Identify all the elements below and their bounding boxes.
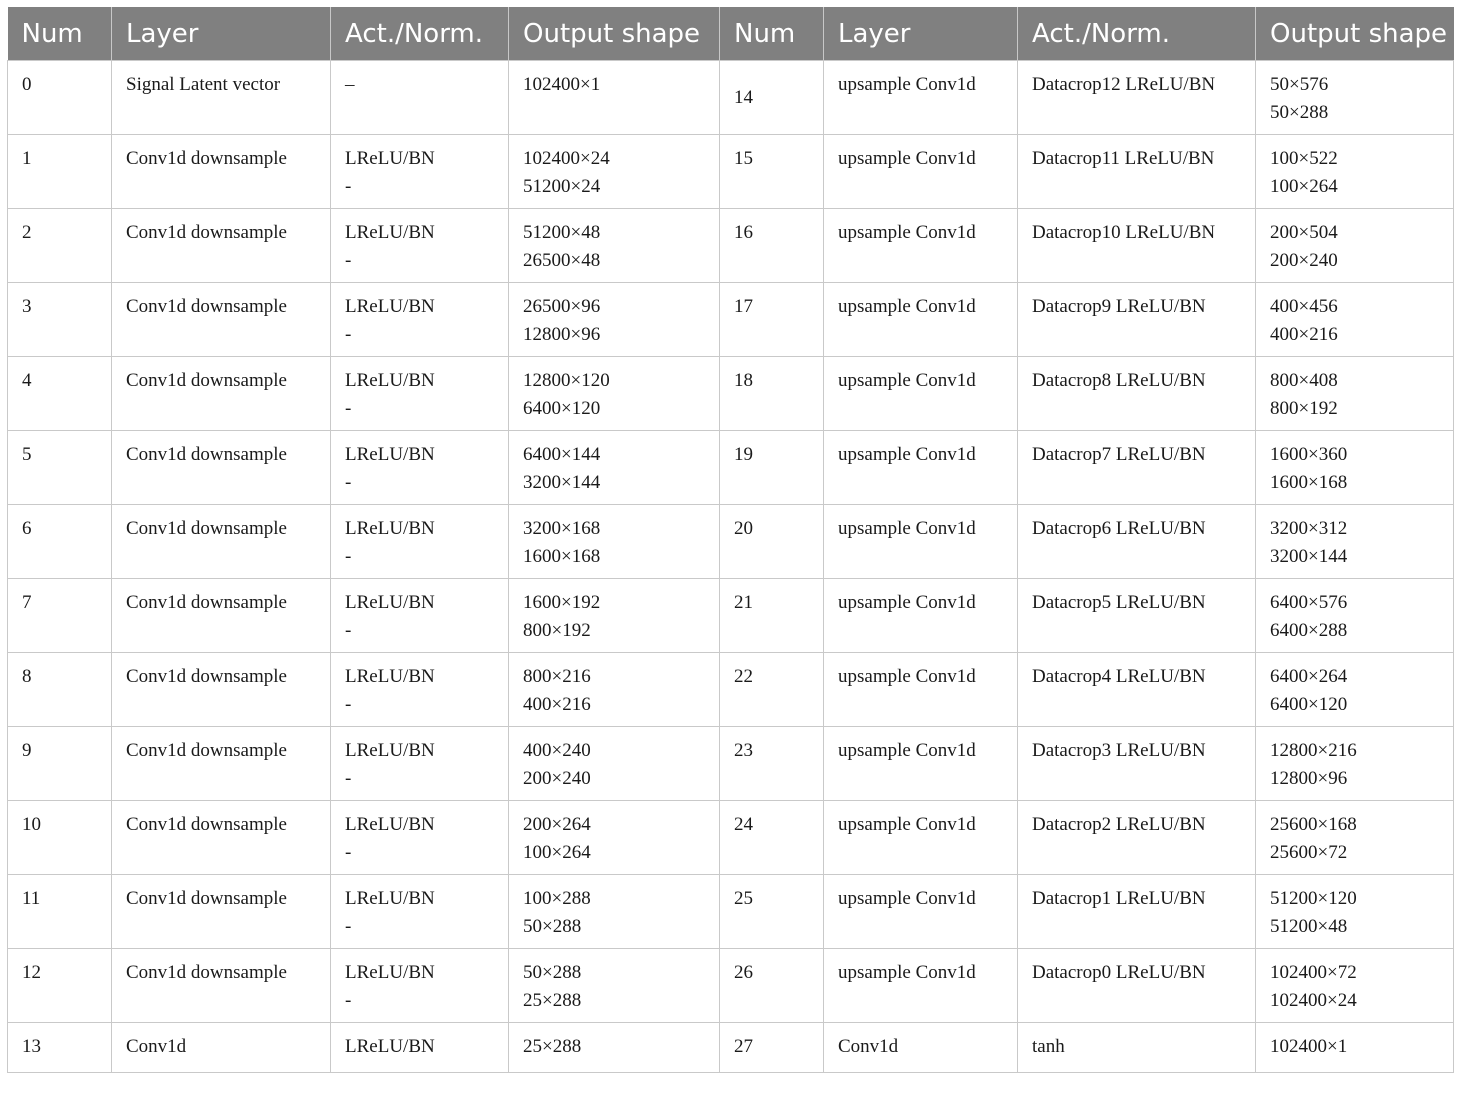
act-norm-line: Datacrop10 LReLU/BN [1032,222,1216,243]
cell-num: 18 [720,357,824,431]
output-shape-line: 200×264 [523,814,591,835]
output-shape-line: 800×408 [1270,370,1338,391]
cell-act-norm [1018,505,1256,579]
cell-layer: Conv1d downsample [112,135,331,209]
cell-layer: Conv1d downsample [112,949,331,1023]
cell-act-norm [1018,431,1256,505]
output-shape-line: 100×264 [1270,176,1338,197]
output-shape-line: 400×216 [523,694,591,715]
output-shape-line: 25600×72 [1270,842,1348,863]
act-norm-line: - [345,916,352,937]
cell-output-shape [1256,1023,1454,1073]
table-row [8,209,1454,283]
cell-act-norm [331,579,509,653]
cell-num: 6 [8,505,112,579]
act-norm-line: - [345,842,352,863]
cell-act-norm [331,1023,509,1073]
cell-act-norm [1018,209,1256,283]
layer-table [7,7,1454,1073]
cell-num: 22 [720,653,824,727]
cell-act-norm [1018,949,1256,1023]
cell-output-shape [1256,209,1454,283]
act-norm-line: - [345,472,352,493]
cell-num: 15 [720,135,824,209]
cell-num: 23 [720,727,824,801]
act-norm-line: LReLU/BN [345,148,435,169]
header-act-norm: Act./Norm. [1018,7,1256,61]
output-shape-line: 26500×96 [523,296,601,317]
cell-output-shape [1256,653,1454,727]
cell-layer: Conv1d downsample [112,357,331,431]
output-shape-line: 1600×168 [1270,472,1348,493]
cell-num: 17 [720,283,824,357]
output-shape-line: 1600×192 [523,592,601,613]
header-layer: Layer [824,7,1018,61]
cell-num: 10 [8,801,112,875]
cell-layer: Conv1d downsample [112,505,331,579]
header-row [8,7,1454,61]
cell-output-shape [509,135,720,209]
cell-act-norm [331,357,509,431]
act-norm-line: Datacrop4 LReLU/BN [1032,666,1206,687]
table-row [8,875,1454,949]
cell-layer: upsample Conv1d [824,505,1018,579]
cell-act-norm [331,653,509,727]
output-shape-line: 12800×96 [1270,768,1348,789]
cell-layer: upsample Conv1d [824,209,1018,283]
output-shape-line: 26500×48 [523,250,601,271]
cell-act-norm [1018,61,1256,135]
table-row [8,61,1454,135]
cell-output-shape [509,653,720,727]
cell-act-norm [1018,283,1256,357]
cell-layer: Conv1d downsample [112,653,331,727]
cell-layer: upsample Conv1d [824,727,1018,801]
cell-act-norm [331,949,509,1023]
header-layer: Layer [112,7,331,61]
act-norm-line: Datacrop5 LReLU/BN [1032,592,1206,613]
output-shape-line: 51200×48 [523,222,601,243]
output-shape-line: 100×264 [523,842,591,863]
act-norm-line: - [345,176,352,197]
cell-act-norm [331,505,509,579]
cell-layer: upsample Conv1d [824,875,1018,949]
table-row [8,135,1454,209]
output-shape-line: 51200×120 [1270,888,1357,909]
table-header [8,7,1454,61]
act-norm-line: Datacrop1 LReLU/BN [1032,888,1206,909]
table-row [8,653,1454,727]
output-shape-line: 100×288 [523,888,591,909]
output-shape-line: 200×240 [1270,250,1338,271]
act-norm-line: LReLU/BN [345,1036,435,1057]
act-norm-line: LReLU/BN [345,592,435,613]
table-row [8,579,1454,653]
cell-layer: Conv1d downsample [112,875,331,949]
cell-layer: upsample Conv1d [824,135,1018,209]
output-shape-line: 800×192 [1270,398,1338,419]
output-shape-line: 102400×72 [1270,962,1357,983]
cell-output-shape [509,505,720,579]
cell-layer: Conv1d [824,1023,1018,1073]
cell-num: 12 [8,949,112,1023]
act-norm-line: LReLU/BN [345,370,435,391]
output-shape-line: 102400×1 [1270,1036,1348,1057]
act-norm-line: – [345,74,355,95]
output-shape-line: 25600×168 [1270,814,1357,835]
header-output-shape: Output shape [509,7,720,61]
header-num: Num [720,7,824,61]
cell-output-shape [509,579,720,653]
table-row [8,1023,1454,1073]
output-shape-line: 102400×24 [523,148,610,169]
cell-num: 1 [8,135,112,209]
output-shape-line: 400×216 [1270,324,1338,345]
act-norm-line: Datacrop11 LReLU/BN [1032,148,1215,169]
cell-act-norm [1018,727,1256,801]
output-shape-line: 50×576 [1270,74,1329,95]
output-shape-line: 25×288 [523,990,582,1011]
table-row [8,801,1454,875]
output-shape-line: 400×456 [1270,296,1338,317]
cell-layer: Conv1d downsample [112,283,331,357]
act-norm-line: LReLU/BN [345,814,435,835]
header-num: Num [8,7,112,61]
output-shape-line: 400×240 [523,740,591,761]
act-norm-line: LReLU/BN [345,888,435,909]
output-shape-line: 3200×168 [523,518,601,539]
cell-act-norm [331,875,509,949]
output-shape-line: 3200×312 [1270,518,1348,539]
cell-act-norm [331,61,509,135]
cell-num: 16 [720,209,824,283]
cell-output-shape [1256,431,1454,505]
cell-output-shape [1256,357,1454,431]
output-shape-line: 6400×576 [1270,592,1348,613]
act-norm-line: Datacrop8 LReLU/BN [1032,370,1206,391]
cell-act-norm [1018,579,1256,653]
cell-layer: Conv1d downsample [112,727,331,801]
act-norm-line: Datacrop12 LReLU/BN [1032,74,1216,95]
cell-num: 24 [720,801,824,875]
cell-num: 25 [720,875,824,949]
cell-act-norm [1018,875,1256,949]
act-norm-line: - [345,768,352,789]
output-shape-line: 6400×264 [1270,666,1348,687]
table-row [8,357,1454,431]
cell-layer: upsample Conv1d [824,801,1018,875]
cell-output-shape [509,431,720,505]
act-norm-line: LReLU/BN [345,222,435,243]
cell-act-norm [1018,653,1256,727]
output-shape-line: 100×522 [1270,148,1338,169]
cell-layer: upsample Conv1d [824,357,1018,431]
cell-num: 20 [720,505,824,579]
act-norm-line: - [345,398,352,419]
cell-output-shape [1256,135,1454,209]
cell-act-norm [1018,801,1256,875]
output-shape-line: 3200×144 [523,472,601,493]
output-shape-line: 50×288 [523,916,582,937]
act-norm-line: - [345,620,352,641]
cell-layer: Conv1d downsample [112,801,331,875]
cell-output-shape [1256,727,1454,801]
output-shape-line: 800×192 [523,620,591,641]
cell-act-norm [331,801,509,875]
table-body [8,61,1454,1073]
cell-num: 14 [720,61,824,135]
cell-act-norm [331,135,509,209]
cell-output-shape [1256,949,1454,1023]
output-shape-line: 51200×24 [523,176,601,197]
output-shape-line: 1600×168 [523,546,601,567]
cell-num: 21 [720,579,824,653]
act-norm-line: - [345,546,352,567]
output-shape-line: 6400×120 [1270,694,1348,715]
table-row [8,949,1454,1023]
output-shape-line: 3200×144 [1270,546,1348,567]
act-norm-line: LReLU/BN [345,962,435,983]
cell-act-norm [331,209,509,283]
cell-num: 2 [8,209,112,283]
cell-layer: Conv1d downsample [112,209,331,283]
act-norm-line: Datacrop6 LReLU/BN [1032,518,1206,539]
table-row [8,505,1454,579]
cell-layer: upsample Conv1d [824,579,1018,653]
output-shape-line: 200×504 [1270,222,1338,243]
cell-output-shape [509,61,720,135]
cell-layer: upsample Conv1d [824,61,1018,135]
table-row [8,431,1454,505]
output-shape-line: 6400×288 [1270,620,1348,641]
output-shape-line: 102400×1 [523,74,601,95]
cell-output-shape [1256,61,1454,135]
cell-layer: Conv1d downsample [112,431,331,505]
cell-num: 7 [8,579,112,653]
act-norm-line: LReLU/BN [345,740,435,761]
cell-num: 5 [8,431,112,505]
cell-output-shape [509,283,720,357]
act-norm-line: Datacrop7 LReLU/BN [1032,444,1206,465]
output-shape-line: 102400×24 [1270,990,1357,1011]
cell-act-norm [331,283,509,357]
cell-layer: upsample Conv1d [824,949,1018,1023]
cell-num: 13 [8,1023,112,1073]
act-norm-line: LReLU/BN [345,518,435,539]
act-norm-line: - [345,694,352,715]
output-shape-line: 12800×120 [523,370,610,391]
output-shape-line: 50×288 [1270,102,1329,123]
act-norm-line: - [345,324,352,345]
cell-layer: Signal Latent vector [112,61,331,135]
act-norm-line: LReLU/BN [345,444,435,465]
cell-output-shape [1256,875,1454,949]
output-shape-line: 200×240 [523,768,591,789]
cell-num: 9 [8,727,112,801]
act-norm-line: Datacrop2 LReLU/BN [1032,814,1206,835]
cell-num: 11 [8,875,112,949]
cell-act-norm [331,727,509,801]
cell-output-shape [509,875,720,949]
output-shape-line: 12800×216 [1270,740,1357,761]
cell-num: 8 [8,653,112,727]
cell-output-shape [1256,579,1454,653]
act-norm-line: - [345,250,352,271]
cell-layer: upsample Conv1d [824,283,1018,357]
output-shape-line: 51200×48 [1270,916,1348,937]
output-shape-line: 12800×96 [523,324,601,345]
cell-output-shape [509,1023,720,1073]
cell-layer: upsample Conv1d [824,431,1018,505]
cell-act-norm [1018,135,1256,209]
act-norm-line: LReLU/BN [345,666,435,687]
output-shape-line: 1600×360 [1270,444,1348,465]
act-norm-line: - [345,990,352,1011]
cell-act-norm [331,431,509,505]
table-row [8,283,1454,357]
cell-output-shape [509,949,720,1023]
cell-output-shape [509,801,720,875]
cell-layer: upsample Conv1d [824,653,1018,727]
output-shape-line: 800×216 [523,666,591,687]
output-shape-line: 25×288 [523,1036,582,1057]
table-row [8,727,1454,801]
cell-num: 26 [720,949,824,1023]
cell-output-shape [509,357,720,431]
act-norm-line: tanh [1032,1036,1065,1057]
output-shape-line: 6400×120 [523,398,601,419]
cell-output-shape [1256,801,1454,875]
cell-output-shape [509,727,720,801]
header-output-shape: Output shape [1256,7,1454,61]
cell-output-shape [1256,283,1454,357]
cell-output-shape [509,209,720,283]
act-norm-line: LReLU/BN [345,296,435,317]
output-shape-line: 50×288 [523,962,582,983]
cell-num: 3 [8,283,112,357]
cell-num: 4 [8,357,112,431]
cell-layer: Conv1d downsample [112,579,331,653]
act-norm-line: Datacrop3 LReLU/BN [1032,740,1206,761]
cell-layer: Conv1d [112,1023,331,1073]
cell-num: 0 [8,61,112,135]
output-shape-line: 6400×144 [523,444,601,465]
cell-act-norm [1018,357,1256,431]
cell-act-norm [1018,1023,1256,1073]
header-act-norm: Act./Norm. [331,7,509,61]
cell-num: 27 [720,1023,824,1073]
cell-num: 19 [720,431,824,505]
cell-output-shape [1256,505,1454,579]
act-norm-line: Datacrop0 LReLU/BN [1032,962,1206,983]
act-norm-line: Datacrop9 LReLU/BN [1032,296,1206,317]
